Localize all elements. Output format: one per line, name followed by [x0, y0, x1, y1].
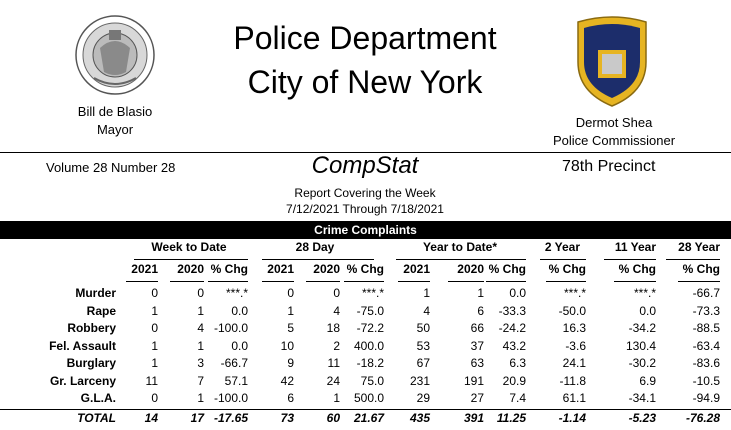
- cell: 7: [197, 373, 204, 388]
- mayor-title: Mayor: [96, 122, 134, 137]
- cell: -75.0: [356, 303, 384, 318]
- cell: -5.23: [628, 411, 656, 425]
- cell: 9: [287, 356, 294, 370]
- cell: -100.0: [213, 391, 248, 405]
- row-label: Burglary: [66, 356, 116, 370]
- cell: 2: [333, 338, 340, 353]
- cell: 29: [416, 391, 430, 405]
- col-2020-28day: 2020: [313, 262, 340, 276]
- cell: 0: [151, 321, 158, 335]
- col-2021-week: 2021: [131, 262, 158, 276]
- cell: 500.0: [353, 391, 384, 405]
- col-underline: [262, 281, 294, 282]
- row-label: Robbery: [67, 321, 116, 335]
- group-header-row: [0, 240, 731, 260]
- cell: -73.3: [692, 303, 720, 318]
- cell: 7.4: [509, 391, 526, 405]
- cell: 24.1: [562, 356, 586, 370]
- cell: -1.14: [558, 411, 586, 425]
- mayor-name: Bill de Blasio: [77, 104, 153, 119]
- col-underline: [170, 281, 204, 282]
- cell: 61.1: [562, 391, 586, 405]
- total-divider: [0, 409, 731, 410]
- cell: 1: [151, 303, 158, 318]
- cell: ***.*: [361, 286, 384, 300]
- city-seal-icon: [74, 14, 156, 96]
- cell: 67: [416, 356, 430, 370]
- total-row: [0, 411, 731, 430]
- col-underline: [208, 281, 248, 282]
- group-week-to-date: Week to Date: [151, 240, 227, 254]
- cell: -88.5: [692, 321, 720, 335]
- cell: 11: [145, 373, 158, 388]
- cell: 1: [151, 356, 158, 370]
- cell: 0: [333, 286, 340, 300]
- report-covering: Report Covering the Week: [294, 186, 436, 200]
- col-underline: [678, 281, 720, 282]
- cell: -33.3: [498, 303, 526, 318]
- group-year-to-date: Year to Date*: [422, 240, 498, 254]
- group-underline: [540, 259, 586, 260]
- section-title-bar: Crime Complaints: [0, 221, 731, 239]
- cell: 20.9: [502, 373, 526, 388]
- cell: 53: [416, 338, 430, 353]
- row-label: Murder: [75, 286, 116, 300]
- cell: 27: [470, 391, 484, 405]
- cell: 43.2: [502, 338, 526, 353]
- cell: -72.2: [356, 321, 384, 335]
- cell: 6: [287, 391, 294, 405]
- cell: -100.0: [213, 321, 248, 335]
- cell: 1: [197, 338, 204, 353]
- col-underline: [126, 281, 158, 282]
- col-2020-week: 2020: [177, 262, 204, 276]
- cell: 21.67: [353, 411, 384, 425]
- cell: 0: [287, 286, 294, 300]
- cell: -76.28: [685, 411, 720, 425]
- group-11-year: 11 Year: [614, 240, 656, 254]
- col-2020-ytd: 2020: [457, 262, 484, 276]
- cell: 0.0: [509, 286, 526, 300]
- cell: -18.2: [356, 356, 384, 370]
- cell: 63: [470, 356, 484, 370]
- cell: 1: [287, 303, 294, 318]
- col-underline: [546, 281, 586, 282]
- cell: 66: [470, 321, 484, 335]
- commissioner-title: Police Commissioner: [552, 133, 676, 148]
- row-label: Gr. Larceny: [49, 373, 116, 388]
- cell: 0: [151, 286, 158, 300]
- col-chg-28day: % Chg: [346, 262, 384, 276]
- cell: ***.*: [633, 286, 656, 300]
- cell: 1: [197, 391, 204, 405]
- cell: 6.9: [639, 373, 656, 388]
- group-underline: [396, 259, 526, 260]
- cell: 0.0: [639, 303, 656, 318]
- cell: 6.3: [509, 356, 526, 370]
- page-title-line2: City of New York: [247, 64, 483, 100]
- cell: -17.65: [213, 411, 248, 425]
- total-label: TOTAL: [77, 411, 116, 425]
- cell: -66.7: [220, 356, 248, 370]
- row-label: Fel. Assault: [49, 338, 116, 353]
- cell: 1: [423, 286, 430, 300]
- cell: 0.0: [231, 303, 248, 318]
- cell: 50: [416, 321, 430, 335]
- row-label: G.L.A.: [80, 391, 116, 405]
- cell: ***.*: [225, 286, 248, 300]
- precinct-name: 78th Precinct: [562, 158, 656, 175]
- col-underline: [398, 281, 430, 282]
- group-underline: [134, 259, 248, 260]
- table-row: [0, 391, 731, 411]
- cell: 4: [197, 321, 204, 335]
- col-underline: [306, 281, 340, 282]
- cell: 0.0: [231, 338, 248, 353]
- cell: -3.6: [565, 338, 586, 353]
- cell: 1: [477, 286, 484, 300]
- cell: 1: [151, 338, 158, 353]
- cell: ***.*: [563, 286, 586, 300]
- cell: 0: [151, 391, 158, 405]
- cell: 5: [287, 321, 294, 335]
- cell: -94.9: [692, 391, 720, 405]
- col-2021-ytd: 2021: [403, 262, 430, 276]
- col-chg-2yr: % Chg: [548, 262, 586, 276]
- cell: 16.3: [562, 321, 586, 335]
- cell: 391: [463, 411, 484, 425]
- cell: -34.2: [628, 321, 656, 335]
- col-underline: [486, 281, 526, 282]
- group-underline: [604, 259, 656, 260]
- cell: 191: [463, 373, 484, 388]
- cell: 435: [409, 411, 430, 425]
- col-underline: [344, 281, 384, 282]
- col-chg-28yr: % Chg: [682, 262, 720, 276]
- cell: 18: [326, 321, 340, 335]
- volume-number: Volume 28 Number 28: [46, 160, 176, 175]
- cell: 130.4: [625, 338, 656, 353]
- cell: 10: [280, 338, 294, 353]
- report-name: CompStat: [311, 152, 419, 179]
- group-28-day: 28 Day: [295, 240, 335, 254]
- row-label: Rape: [86, 303, 116, 318]
- cell: 231: [409, 373, 430, 388]
- group-underline: [666, 259, 720, 260]
- column-header-row: [0, 262, 731, 282]
- group-2-year: 2 Year: [544, 240, 580, 254]
- col-chg-week: % Chg: [210, 262, 248, 276]
- cell: 14: [144, 411, 158, 425]
- cell: -30.2: [628, 356, 656, 370]
- group-underline: [262, 259, 374, 260]
- cell: -83.6: [692, 356, 720, 370]
- cell: 17: [190, 411, 204, 425]
- cell: 4: [423, 303, 430, 318]
- cell: 24: [326, 373, 340, 388]
- cell: -34.1: [628, 391, 656, 405]
- cell: 42: [280, 373, 294, 388]
- col-chg-ytd: % Chg: [488, 262, 526, 276]
- cell: 60: [326, 411, 340, 425]
- cell: 75.0: [360, 373, 384, 388]
- cell: 3: [197, 356, 204, 370]
- cell: -66.7: [692, 286, 720, 300]
- col-underline: [614, 281, 656, 282]
- cell: -63.4: [692, 338, 720, 353]
- report-date-range: 7/12/2021 Through 7/18/2021: [286, 202, 444, 216]
- nypd-badge-icon: [572, 12, 652, 108]
- cell: -10.5: [692, 373, 720, 388]
- cell: -24.2: [498, 321, 526, 335]
- cell: 0: [197, 286, 204, 300]
- col-underline: [448, 281, 484, 282]
- cell: 11: [327, 356, 340, 370]
- group-28-year: 28 Year: [678, 240, 720, 254]
- page-title-line1: Police Department: [233, 20, 497, 56]
- col-2021-28day: 2021: [267, 262, 294, 276]
- cell: -50.0: [558, 303, 586, 318]
- cell: 73: [280, 411, 294, 425]
- commissioner-name: Dermot Shea: [575, 115, 653, 130]
- cell: 37: [470, 338, 484, 353]
- cell: -11.8: [559, 373, 586, 388]
- cell: 1: [197, 303, 204, 318]
- cell: 4: [333, 303, 340, 318]
- cell: 11.25: [496, 411, 526, 425]
- col-chg-11yr: % Chg: [618, 262, 656, 276]
- cell: 400.0: [353, 338, 384, 353]
- cell: 1: [333, 391, 340, 405]
- cell: 6: [477, 303, 484, 318]
- cell: 57.1: [224, 373, 248, 388]
